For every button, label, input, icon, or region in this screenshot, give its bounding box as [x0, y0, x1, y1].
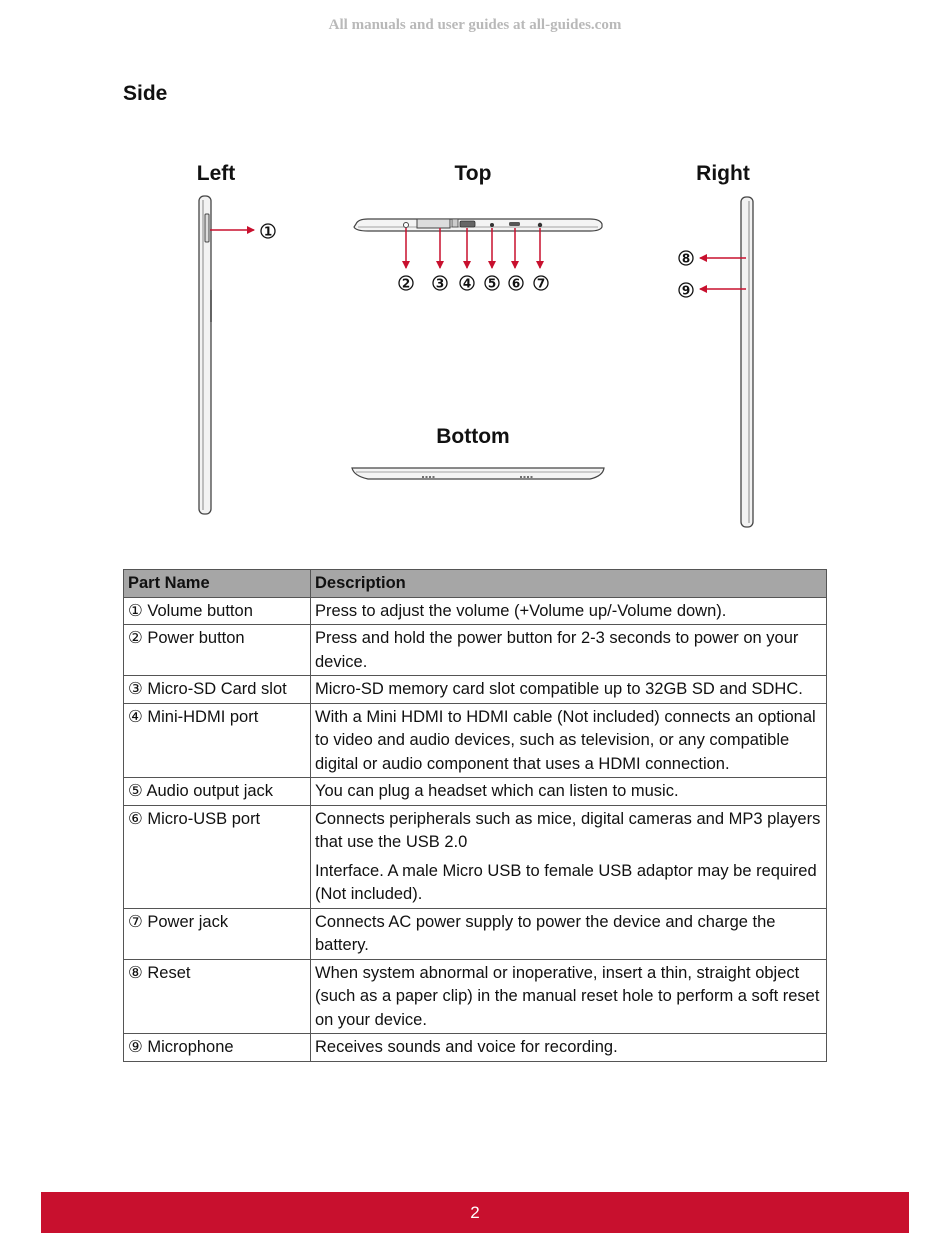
callout-6: 6: [511, 276, 521, 291]
watermark: All manuals and user guides at all-guides.com: [328, 17, 622, 33]
page-number: 2: [470, 1203, 480, 1222]
footer-bar: [41, 1192, 909, 1233]
device-side-diagram: [0, 150, 950, 540]
table-header-row: [124, 570, 827, 598]
table-row: [124, 908, 827, 959]
part-name: ⑥ Micro-USB port: [124, 805, 311, 908]
table-row: [124, 778, 827, 806]
part-name: ⑨ Microphone: [124, 1034, 311, 1062]
table-row: [124, 805, 827, 908]
section-title: Side: [123, 82, 168, 105]
table-row: [124, 959, 827, 1034]
part-description: With a Mini HDMI to HDMI cable (Not included) connects an optional to video and audio devices, such as television, or any compatible digital or audio component that uses a HDMI connection.: [311, 703, 827, 778]
part-description: Press to adjust the volume (+Volume up/-Volume down).: [311, 597, 827, 625]
bottom-device-drawing: [352, 468, 604, 479]
right-side-device-drawing: [741, 197, 753, 527]
part-name: ⑧ Reset: [124, 959, 311, 1034]
part-description: You can plug a headset which can listen to music.: [311, 778, 827, 806]
table-row: [124, 597, 827, 625]
part-description: When system abnormal or inoperative, insert a thin, straight object (such as a paper clip) in the manual reset hole to perform a soft reset on your device.: [311, 959, 827, 1034]
callout-5: 5: [487, 276, 497, 291]
callout-4: 4: [462, 276, 472, 291]
part-name: ② Power button: [124, 625, 311, 676]
top-device-drawing: [354, 219, 602, 231]
callout-3: 3: [435, 276, 445, 291]
table-row: [124, 1034, 827, 1062]
table-row: [124, 703, 827, 778]
header-part-name: Part Name: [124, 570, 311, 598]
part-name: ③ Micro-SD Card slot: [124, 676, 311, 704]
view-label-top: Top: [454, 162, 492, 185]
part-description: Press and hold the power button for 2-3 seconds to power on your device.: [311, 625, 827, 676]
callout-1: 1: [263, 224, 273, 239]
view-label-bottom: Bottom: [436, 425, 510, 448]
table-row: [124, 676, 827, 704]
left-side-device-drawing: [199, 196, 211, 514]
view-label-right: Right: [696, 162, 750, 185]
part-description: Micro-SD memory card slot compatible up to 32GB SD and SDHC.: [311, 676, 827, 704]
part-description: Connects AC power supply to power the device and charge the battery.: [311, 908, 827, 959]
callout-2: 2: [401, 276, 411, 291]
view-label-left: Left: [196, 162, 236, 185]
part-name: ④ Mini-HDMI port: [124, 703, 311, 778]
part-description: Receives sounds and voice for recording.: [311, 1034, 827, 1062]
parts-table: [123, 569, 827, 1062]
part-name: ⑤ Audio output jack: [124, 778, 311, 806]
callouts-top: [399, 276, 548, 291]
callout-9: 9: [681, 283, 691, 298]
callout-8: 8: [681, 251, 691, 266]
header-description: Description: [311, 570, 827, 598]
table-row: [124, 625, 827, 676]
callout-7: 7: [536, 276, 546, 291]
part-name: ① Volume button: [124, 597, 311, 625]
part-description: Connects peripherals such as mice, digital cameras and MP3 players that use the USB 2.0 Interface. A male Micro USB to female USB adaptor may be required (Not included).: [311, 805, 827, 908]
part-name: ⑦ Power jack: [124, 908, 311, 959]
